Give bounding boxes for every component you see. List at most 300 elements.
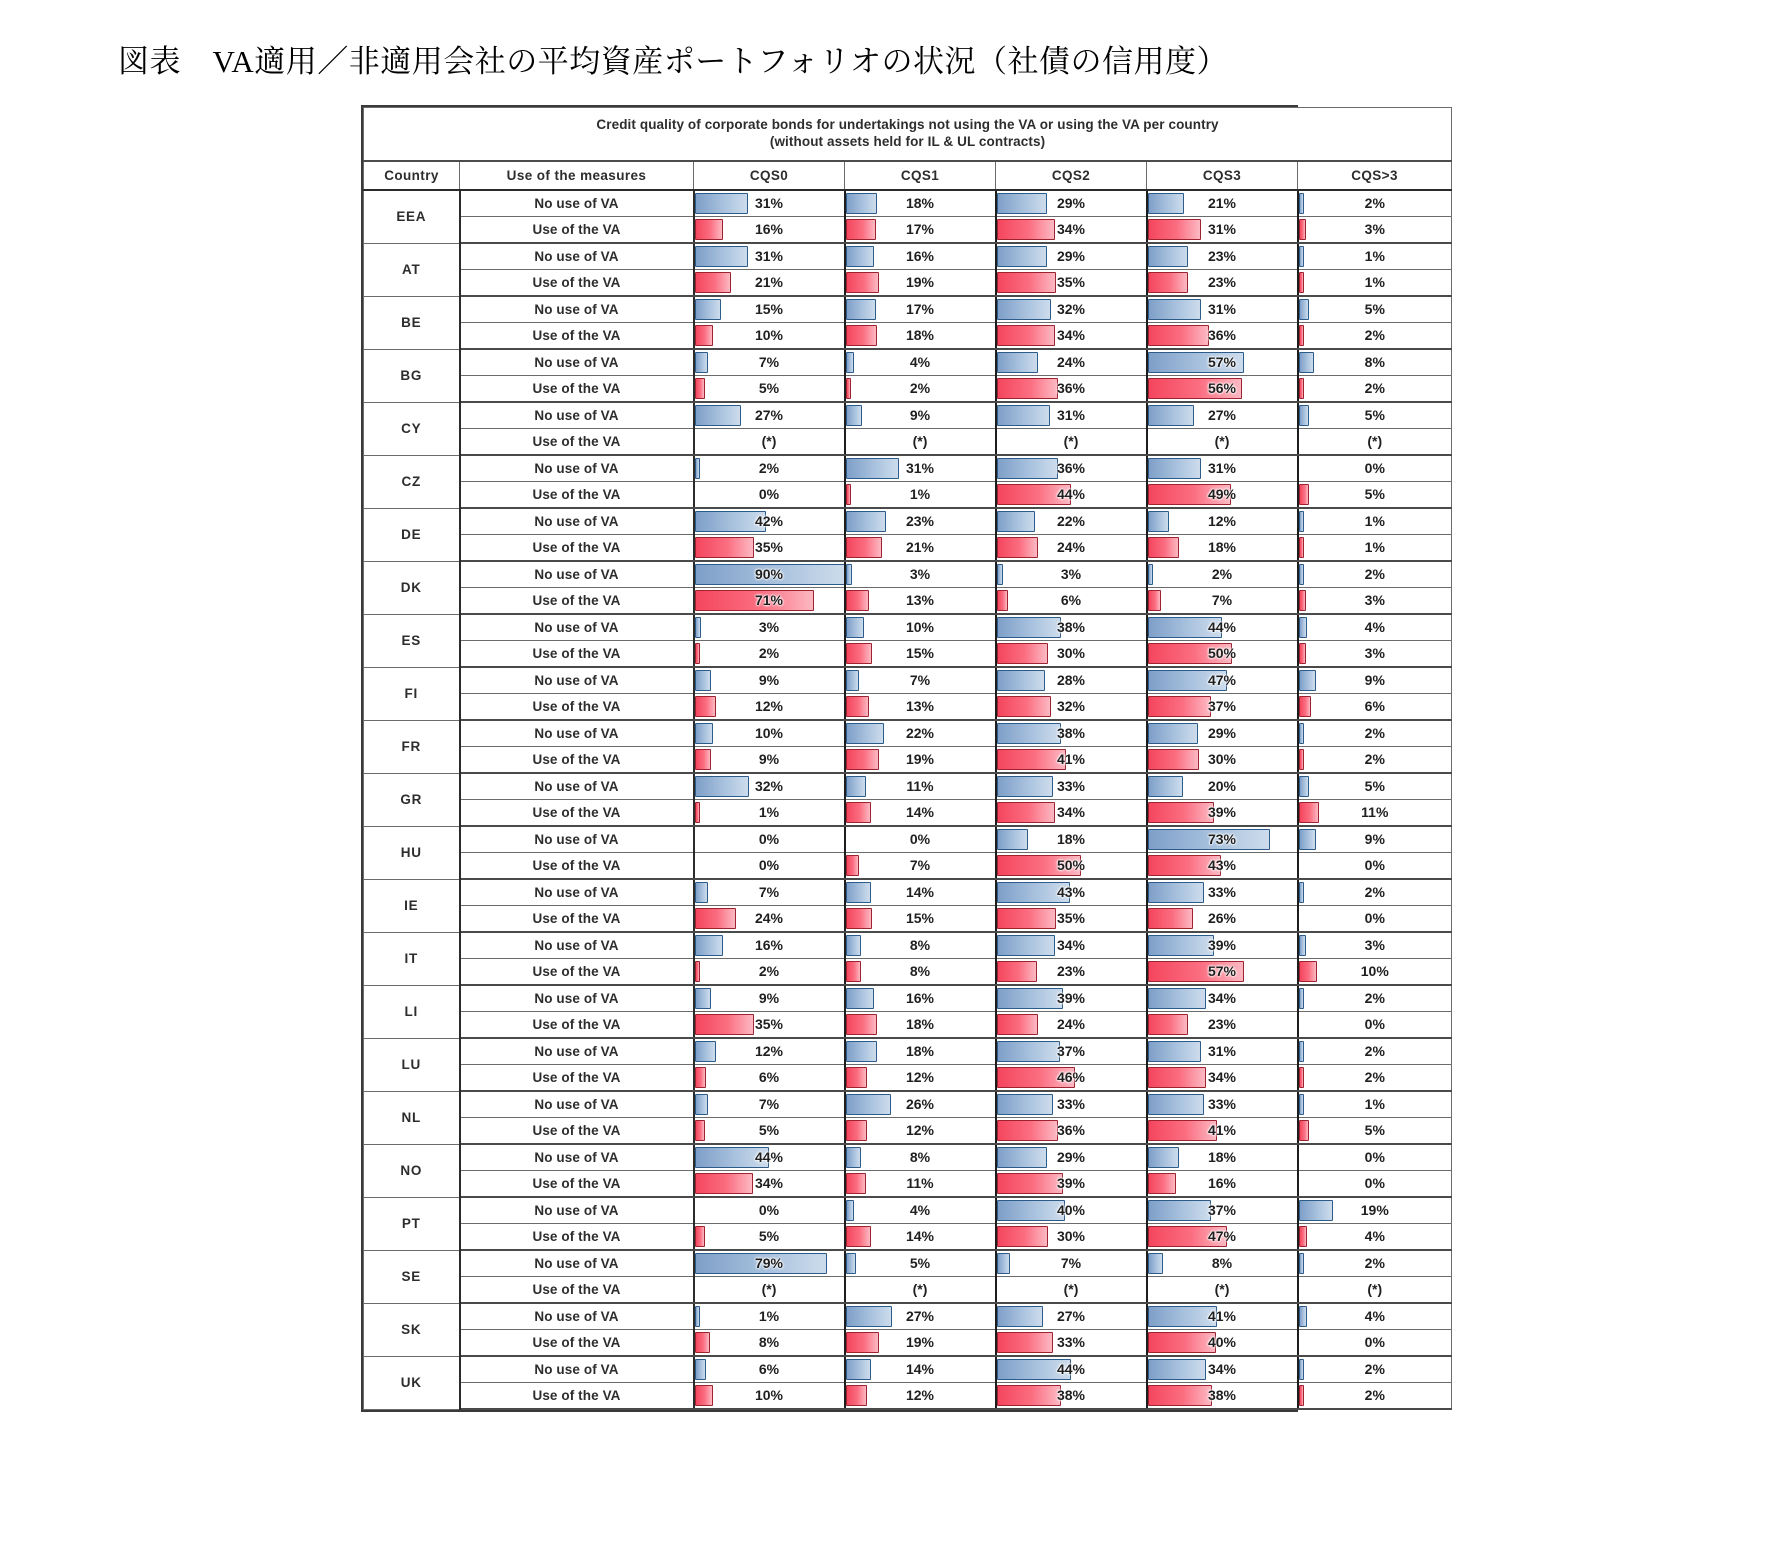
value-label: 19%	[905, 1334, 935, 1350]
value-label: 0%	[1364, 1149, 1385, 1165]
value-label: 9%	[909, 407, 931, 423]
value-label: 36%	[1056, 380, 1086, 396]
value-cell	[1298, 455, 1452, 482]
value-cell	[845, 800, 996, 827]
value-label: 11%	[906, 778, 934, 794]
value-label: 34%	[1207, 1069, 1237, 1085]
value-label: 37%	[1207, 1202, 1237, 1218]
value-label: 57%	[1207, 963, 1237, 979]
value-label: (*)	[1214, 1281, 1230, 1297]
value-label: 2%	[1364, 1387, 1385, 1403]
value-cell	[1147, 1118, 1298, 1145]
value-cell	[996, 243, 1147, 270]
value-label: 2%	[1364, 725, 1385, 741]
value-cell	[1147, 217, 1298, 244]
value-cell	[1298, 1144, 1452, 1171]
value-cell	[1298, 879, 1452, 906]
column-header-row	[364, 161, 1452, 190]
table-row	[364, 1383, 1452, 1410]
table-row	[364, 853, 1452, 880]
value-cell	[1147, 349, 1298, 376]
value-cell	[996, 959, 1147, 986]
value-label: 39%	[1207, 804, 1237, 820]
value-cell	[1298, 296, 1452, 323]
value-cell	[694, 1171, 845, 1198]
value-label: 6%	[1060, 592, 1082, 608]
value-cell	[996, 270, 1147, 297]
value-cell	[1147, 455, 1298, 482]
value-cell	[996, 1118, 1147, 1145]
value-cell	[694, 853, 845, 880]
value-cell	[845, 1250, 996, 1277]
table-row	[364, 1303, 1452, 1330]
value-label: 5%	[909, 1255, 931, 1271]
value-label: 12%	[1207, 513, 1237, 529]
value-label: 40%	[1207, 1334, 1237, 1350]
value-cell	[845, 588, 996, 615]
value-label: (*)	[1367, 1281, 1383, 1297]
measure-cell: No use of VA	[460, 932, 694, 959]
value-cell	[996, 1224, 1147, 1251]
country-cell: HU	[364, 826, 460, 879]
value-label: 21%	[1207, 195, 1237, 211]
value-cell	[845, 376, 996, 403]
value-label: 3%	[909, 566, 931, 582]
value-label: 5%	[758, 1122, 780, 1138]
measure-cell: No use of VA	[460, 349, 694, 376]
value-label: 31%	[1207, 221, 1237, 237]
value-cell	[694, 694, 845, 721]
value-label: 14%	[905, 804, 935, 820]
value-cell	[694, 959, 845, 986]
value-cell	[1298, 482, 1452, 509]
value-cell	[1298, 1012, 1452, 1039]
value-label: 37%	[1056, 1043, 1086, 1059]
value-cell	[1298, 190, 1452, 217]
value-label: 32%	[1056, 698, 1086, 714]
measure-cell: Use of the VA	[460, 217, 694, 244]
value-cell	[1298, 1250, 1452, 1277]
table-row	[364, 1144, 1452, 1171]
value-cell	[1298, 1118, 1452, 1145]
measure-cell: No use of VA	[460, 720, 694, 747]
measure-cell: No use of VA	[460, 243, 694, 270]
value-cell	[996, 800, 1147, 827]
measure-cell: Use of the VA	[460, 1224, 694, 1251]
value-label: 2%	[758, 645, 780, 661]
value-cell	[1147, 773, 1298, 800]
value-cell	[1147, 1144, 1298, 1171]
country-cell: PT	[364, 1197, 460, 1250]
value-cell	[1147, 1171, 1298, 1198]
measure-cell: No use of VA	[460, 667, 694, 694]
value-cell	[996, 349, 1147, 376]
value-cell	[1298, 1356, 1452, 1383]
value-label: 2%	[1364, 1043, 1385, 1059]
value-cell	[694, 800, 845, 827]
measure-cell: No use of VA	[460, 1144, 694, 1171]
value-label: 47%	[1207, 1228, 1237, 1244]
value-cell	[845, 1277, 996, 1304]
value-label: 17%	[905, 221, 935, 237]
table-row	[364, 1197, 1452, 1224]
value-cell	[996, 906, 1147, 933]
value-cell	[1298, 853, 1452, 880]
value-label: 34%	[1056, 937, 1086, 953]
value-label: 1%	[758, 804, 780, 820]
credit-quality-table-container	[361, 105, 1398, 1412]
value-cell	[1298, 217, 1452, 244]
value-cell	[1298, 720, 1452, 747]
value-cell	[845, 508, 996, 535]
table-row	[364, 1038, 1452, 1065]
measure-cell: No use of VA	[460, 561, 694, 588]
value-cell	[996, 1197, 1147, 1224]
table-row	[364, 296, 1452, 323]
value-label: 2%	[1364, 380, 1385, 396]
value-label: 50%	[1056, 857, 1086, 873]
value-label: 35%	[754, 1016, 784, 1032]
value-label: 12%	[754, 698, 784, 714]
value-label: 2%	[1211, 566, 1233, 582]
table-row	[364, 376, 1452, 403]
table-row	[364, 879, 1452, 906]
value-label: 31%	[1207, 1043, 1237, 1059]
value-label: 36%	[1056, 1122, 1086, 1138]
value-cell	[694, 879, 845, 906]
value-cell	[1298, 1065, 1452, 1092]
value-label: 7%	[758, 884, 780, 900]
value-cell	[694, 1144, 845, 1171]
value-label: 4%	[909, 354, 931, 370]
value-cell	[1147, 826, 1298, 853]
value-label: 31%	[1207, 301, 1237, 317]
country-cell: NO	[364, 1144, 460, 1197]
value-cell	[996, 1065, 1147, 1092]
value-cell	[1147, 323, 1298, 350]
value-cell	[996, 1012, 1147, 1039]
value-label: 13%	[905, 698, 935, 714]
value-cell	[694, 217, 845, 244]
value-label: 34%	[1207, 1361, 1237, 1377]
value-cell	[845, 1303, 996, 1330]
value-cell	[694, 641, 845, 668]
value-label: 3%	[758, 619, 780, 635]
column-header-measures: Use of the measures	[460, 161, 694, 190]
measure-cell: Use of the VA	[460, 641, 694, 668]
value-label: 7%	[1060, 1255, 1082, 1271]
value-label: 1%	[1364, 539, 1385, 555]
table-banner	[364, 108, 1452, 162]
value-label: 2%	[1364, 884, 1385, 900]
value-cell	[996, 853, 1147, 880]
value-cell	[1298, 985, 1452, 1012]
value-cell	[996, 429, 1147, 456]
value-cell	[996, 1250, 1147, 1277]
value-cell	[1298, 1383, 1452, 1410]
measure-cell: No use of VA	[460, 1250, 694, 1277]
value-label: 15%	[905, 645, 935, 661]
value-cell	[694, 323, 845, 350]
value-label: 12%	[905, 1122, 935, 1138]
value-cell	[996, 402, 1147, 429]
value-label: 31%	[754, 248, 784, 264]
value-cell	[996, 1383, 1147, 1410]
value-cell	[1147, 1224, 1298, 1251]
value-label: 0%	[1364, 857, 1385, 873]
table-row	[364, 959, 1452, 986]
table-row	[364, 720, 1452, 747]
value-label: 9%	[1364, 831, 1385, 847]
value-label: 7%	[909, 857, 931, 873]
value-cell	[1298, 508, 1452, 535]
value-cell	[694, 826, 845, 853]
table-row	[364, 1330, 1452, 1357]
value-label: 9%	[1364, 672, 1385, 688]
table-row	[364, 270, 1452, 297]
measure-cell: Use of the VA	[460, 1383, 694, 1410]
country-cell: CY	[364, 402, 460, 455]
measure-cell: No use of VA	[460, 455, 694, 482]
value-cell	[694, 1197, 845, 1224]
value-cell	[1147, 1012, 1298, 1039]
page-title: 図表 VA適用／非適用会社の平均資産ポートフォリオの状況（社債の信用度）	[118, 44, 1228, 79]
value-cell	[845, 1065, 996, 1092]
value-cell	[1147, 720, 1298, 747]
value-label: 11%	[906, 1175, 934, 1191]
value-label: 2%	[758, 460, 780, 476]
table-row	[364, 641, 1452, 668]
value-label: 30%	[1056, 1228, 1086, 1244]
country-cell: BE	[364, 296, 460, 349]
value-cell	[1298, 561, 1452, 588]
value-cell	[1298, 800, 1452, 827]
value-cell	[1147, 588, 1298, 615]
table-row	[364, 1250, 1452, 1277]
value-cell	[1298, 1303, 1452, 1330]
value-label: (*)	[1063, 433, 1079, 449]
table-row	[364, 1091, 1452, 1118]
value-cell	[1298, 614, 1452, 641]
table-row	[364, 826, 1452, 853]
country-cell: FI	[364, 667, 460, 720]
value-label: 21%	[754, 274, 784, 290]
value-cell	[996, 508, 1147, 535]
value-label: 35%	[1056, 910, 1086, 926]
value-cell	[845, 482, 996, 509]
value-label: 5%	[1364, 301, 1385, 317]
value-label: 32%	[754, 778, 784, 794]
value-cell	[1147, 985, 1298, 1012]
column-header-cqs3: CQS3	[1147, 161, 1298, 190]
table-row	[364, 932, 1452, 959]
table-row	[364, 800, 1452, 827]
value-cell	[845, 1224, 996, 1251]
value-cell	[1147, 641, 1298, 668]
value-label: 34%	[1056, 327, 1086, 343]
value-cell	[996, 1330, 1147, 1357]
value-label: 47%	[1207, 672, 1237, 688]
value-cell	[694, 1091, 845, 1118]
value-cell	[694, 429, 845, 456]
value-cell	[694, 1224, 845, 1251]
value-cell	[1298, 959, 1452, 986]
measure-cell: Use of the VA	[460, 747, 694, 774]
value-cell	[996, 217, 1147, 244]
value-label: 8%	[909, 937, 931, 953]
measure-cell: No use of VA	[460, 1197, 694, 1224]
value-label: 44%	[1207, 619, 1237, 635]
value-label: (*)	[1214, 433, 1230, 449]
value-cell	[1147, 270, 1298, 297]
value-label: 24%	[1056, 354, 1086, 370]
value-cell	[1147, 296, 1298, 323]
table-row	[364, 482, 1452, 509]
value-label: (*)	[1367, 433, 1383, 449]
value-label: (*)	[912, 1281, 928, 1297]
value-label: 38%	[1056, 725, 1086, 741]
value-cell	[694, 747, 845, 774]
value-cell	[845, 1197, 996, 1224]
value-label: 31%	[754, 195, 784, 211]
value-label: 34%	[1207, 990, 1237, 1006]
value-label: 16%	[1207, 1175, 1237, 1191]
value-cell	[1298, 270, 1452, 297]
value-cell	[845, 455, 996, 482]
value-cell	[845, 614, 996, 641]
table-row	[364, 588, 1452, 615]
value-cell	[845, 906, 996, 933]
value-cell	[1147, 535, 1298, 562]
value-label: 5%	[1364, 778, 1385, 794]
value-label: 0%	[909, 831, 931, 847]
table-banner-row	[364, 108, 1452, 162]
value-cell	[845, 932, 996, 959]
table-row	[364, 1171, 1452, 1198]
value-cell	[996, 985, 1147, 1012]
table-row	[364, 1277, 1452, 1304]
value-cell	[694, 482, 845, 509]
value-label: 23%	[1207, 248, 1237, 264]
value-label: 1%	[1364, 248, 1385, 264]
value-label: 15%	[905, 910, 935, 926]
value-cell	[1298, 376, 1452, 403]
value-cell	[1298, 402, 1452, 429]
value-label: 39%	[1056, 990, 1086, 1006]
value-label: 0%	[1364, 460, 1385, 476]
value-label: 4%	[1364, 619, 1385, 635]
value-cell	[845, 879, 996, 906]
value-label: 3%	[1060, 566, 1082, 582]
value-cell	[996, 535, 1147, 562]
value-cell	[694, 1277, 845, 1304]
value-cell	[1147, 879, 1298, 906]
value-cell	[996, 1091, 1147, 1118]
measure-cell: No use of VA	[460, 773, 694, 800]
value-cell	[996, 773, 1147, 800]
value-label: 36%	[1207, 327, 1237, 343]
value-cell	[1147, 853, 1298, 880]
value-label: 0%	[1364, 1016, 1385, 1032]
value-cell	[996, 482, 1147, 509]
column-header-cqs1: CQS1	[845, 161, 996, 190]
value-cell	[1147, 1091, 1298, 1118]
value-label: 0%	[758, 486, 780, 502]
value-label: 44%	[754, 1149, 784, 1165]
value-cell	[1298, 1197, 1452, 1224]
column-header-cqs2: CQS2	[996, 161, 1147, 190]
value-label: 38%	[1056, 619, 1086, 635]
value-cell	[845, 323, 996, 350]
value-label: 13%	[905, 592, 935, 608]
country-cell: IE	[364, 879, 460, 932]
value-label: (*)	[761, 1281, 777, 1297]
table-row	[364, 508, 1452, 535]
table-row	[364, 773, 1452, 800]
value-cell	[845, 270, 996, 297]
country-cell: NL	[364, 1091, 460, 1144]
value-cell	[845, 667, 996, 694]
value-cell	[1147, 508, 1298, 535]
value-label: 9%	[758, 990, 780, 1006]
value-label: 10%	[1360, 963, 1389, 979]
value-label: 3%	[1364, 937, 1385, 953]
value-label: 2%	[1364, 990, 1385, 1006]
value-cell	[694, 190, 845, 217]
value-label: (*)	[761, 433, 777, 449]
value-label: 14%	[905, 1228, 935, 1244]
value-label: 33%	[1056, 1334, 1086, 1350]
value-label: 35%	[1056, 274, 1086, 290]
value-cell	[1298, 694, 1452, 721]
value-cell	[845, 190, 996, 217]
value-cell	[845, 826, 996, 853]
value-label: 57%	[1207, 354, 1237, 370]
value-label: 2%	[758, 963, 780, 979]
value-label: 43%	[1056, 884, 1086, 900]
value-label: 44%	[1056, 1361, 1086, 1377]
value-label: 79%	[754, 1255, 784, 1271]
table-row	[364, 1356, 1452, 1383]
value-cell	[1147, 694, 1298, 721]
table-row	[364, 243, 1452, 270]
value-cell	[1147, 614, 1298, 641]
value-label: 37%	[1207, 698, 1237, 714]
value-cell	[694, 349, 845, 376]
value-label: 18%	[905, 1016, 935, 1032]
value-label: 27%	[754, 407, 784, 423]
value-label: 34%	[1056, 804, 1086, 820]
measure-cell: No use of VA	[460, 1091, 694, 1118]
value-label: 18%	[1207, 1149, 1237, 1165]
measure-cell: No use of VA	[460, 1356, 694, 1383]
country-cell: DK	[364, 561, 460, 614]
value-label: 24%	[1056, 1016, 1086, 1032]
value-label: 15%	[754, 301, 784, 317]
value-label: 3%	[1364, 645, 1385, 661]
measure-cell: No use of VA	[460, 985, 694, 1012]
value-label: 2%	[1364, 1361, 1385, 1377]
value-label: 12%	[905, 1387, 935, 1403]
value-cell	[996, 296, 1147, 323]
measure-cell: No use of VA	[460, 879, 694, 906]
value-cell	[1298, 1330, 1452, 1357]
value-cell	[1147, 1356, 1298, 1383]
value-cell	[845, 561, 996, 588]
column-header-cqs0: CQS0	[694, 161, 845, 190]
value-cell	[1298, 641, 1452, 668]
value-label: 17%	[905, 301, 935, 317]
